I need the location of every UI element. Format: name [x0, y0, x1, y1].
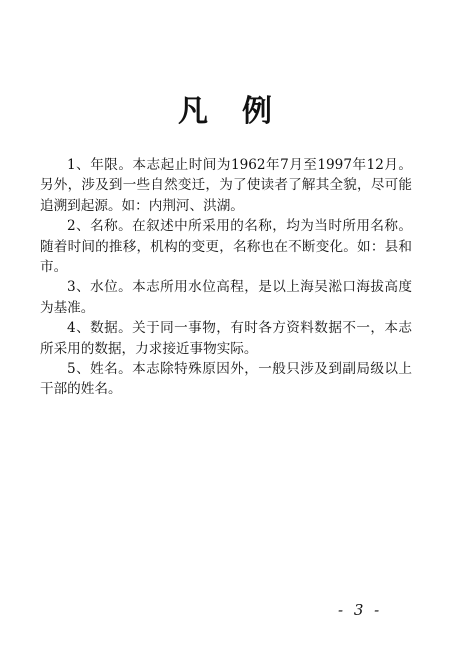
paragraph-data: 4、数据。关于同一事物，有时各方资料数据不一，本志所采用的数据，力求接近事物实际。 — [40, 320, 412, 357]
paragraph-personal-names: 5、姓名。本志除特殊原因外，一般只涉及到副局级以上干部的姓名。 — [40, 361, 412, 398]
paragraph-year-range: 1、年限。本志起止时间为1962年7月至1997年12月。另外，涉及到一些自然变迁，为了使读者了解其全貌，尽可能追溯到起源。如：内荆河、洪湖。 — [40, 157, 412, 214]
page-number: - 3 - — [338, 601, 383, 619]
paragraph-names: 2、名称。在叙述中所采用的名称，均为当时所用名称。随着时间的推移，机构的变更，名称也在不断变化。如：县和市。 — [40, 218, 412, 276]
paragraph-water-level: 3、水位。本志所用水位高程，是以上海吴淞口海拔高度为基准。 — [40, 279, 412, 316]
document-body — [40, 155, 412, 400]
page-title: 凡例 — [178, 94, 306, 129]
